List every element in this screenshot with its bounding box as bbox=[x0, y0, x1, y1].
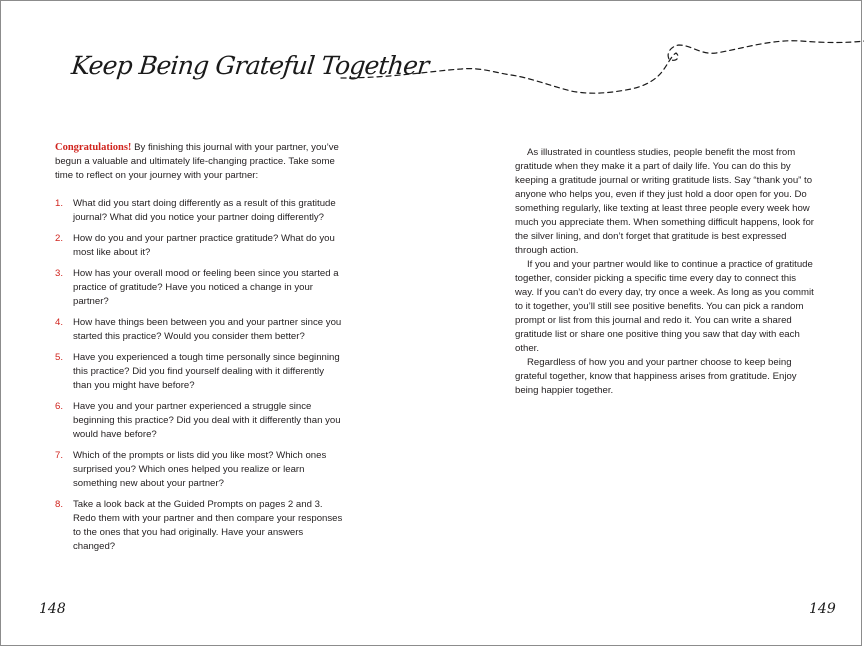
list-item-text: Have you experienced a tough time personally since beginning this practice? Did you find yourself dealing with it differently than you might have before? bbox=[73, 352, 340, 391]
list-item-number: 2. bbox=[55, 233, 64, 244]
list-item-text: What did you start doing differently as a result of this gratitude journal? What did you notice your partner doing differently? bbox=[73, 198, 336, 223]
left-page-body bbox=[55, 141, 345, 561]
right-page-body bbox=[515, 146, 815, 398]
list-item-number: 1. bbox=[55, 198, 64, 209]
page-number-right: 149 bbox=[809, 601, 836, 617]
list-item-number: 8. bbox=[55, 499, 64, 510]
list-item-number: 6. bbox=[55, 401, 64, 412]
list-item-number: 7. bbox=[55, 450, 64, 461]
list-item bbox=[55, 498, 345, 554]
list-item bbox=[55, 232, 345, 260]
page-title: Keep Being Grateful Together bbox=[70, 51, 430, 80]
list-item bbox=[55, 197, 345, 225]
list-item-number: 5. bbox=[55, 352, 64, 363]
list-item-text: How do you and your partner practice gratitude? What do you most like about it? bbox=[73, 233, 335, 258]
intro-text: By finishing this journal with your partner, you’ve begun a valuable and ultimately life-changing practice. Take some time to reflect on your journey with your partner: bbox=[55, 142, 339, 181]
body-paragraph: As illustrated in countless studies, people benefit the most from gratitude when they make it a part of daily life. You can do this by keeping a gratitude journal or writing gratitude lists. Say “thank you” to anyone who helps you, even if they just hold a door open for you. Do something regularly, like texting at least three people every week how much you appreciate them. When something difficult happens, look for the silver lining, and don’t forget that gratitude is best expressed through action. bbox=[515, 147, 814, 256]
list-item bbox=[55, 316, 345, 344]
dashed-flight-path-decoration bbox=[331, 31, 864, 111]
list-item bbox=[55, 449, 345, 491]
list-item-text: Take a look back at the Guided Prompts on pages 2 and 3. Redo them with your partner and then compare your responses to the ones that you had originally. Have your answers changed? bbox=[73, 499, 343, 552]
list-item-text: How have things been between you and your partner since you started this practice? Would you consider them better? bbox=[73, 317, 342, 342]
reflection-questions bbox=[55, 197, 345, 554]
list-item-text: How has your overall mood or feeling been since you started a practice of gratitude? Have you noticed a change in your partner? bbox=[73, 268, 339, 307]
page-number-left: 148 bbox=[39, 601, 66, 617]
body-paragraph: If you and your partner would like to continue a practice of gratitude together, consider picking a specific time every day to connect this way. If you can’t do every day, try once a week. As long as you commit to it together, you’ll still see positive benefits. You can pick a random prompt or list from this journal and redo it. You can write a shared gratitude list or share one positive thing you saw that day with each other. bbox=[515, 259, 814, 354]
list-item-text: Have you and your partner experienced a struggle since beginning this practice? Did you deal with it differently than you would have before? bbox=[73, 401, 341, 440]
list-item-text: Which of the prompts or lists did you like most? Which ones surprised you? Which ones helped you realize or learn something new about your partner? bbox=[73, 450, 327, 489]
intro-lead: Congratulations! bbox=[55, 142, 132, 153]
list-item bbox=[55, 400, 345, 442]
intro-paragraph bbox=[55, 141, 345, 183]
list-item bbox=[55, 351, 345, 393]
list-item-number: 3. bbox=[55, 268, 64, 279]
list-item-number: 4. bbox=[55, 317, 64, 328]
body-paragraph: Regardless of how you and your partner choose to keep being grateful together, know that happiness arises from gratitude. Enjoy being happier together. bbox=[515, 357, 797, 396]
list-item bbox=[55, 267, 345, 309]
